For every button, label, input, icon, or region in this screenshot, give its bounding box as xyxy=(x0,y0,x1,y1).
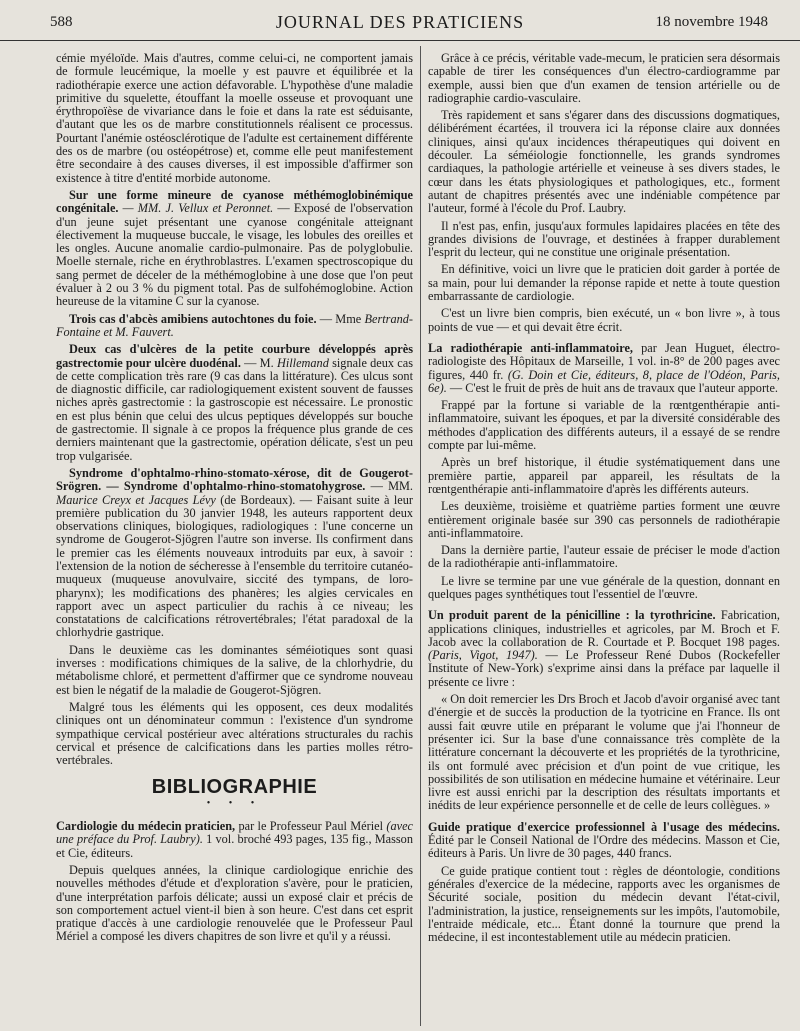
paragraph: Dans la dernière partie, l'auteur essaie de préciser le mode d'action de la radiothérapie anti-inflammatoire. xyxy=(428,543,780,571)
paragraph: Après un bref historique, il étudie systématiquement dans une première partie, appareil par appareil, les résultats de la rœntgenthérapie anti-inflammatoire d'après les différents auteurs. xyxy=(428,455,780,496)
paragraph: C'est un livre bien compris, bien exécuté, un « bon livre », à tous points de vue — et qui devait être écrit. xyxy=(428,306,780,334)
paragraph: Les deuxième, troisième et quatrième parties forment une œuvre entièrement originale basée sur 390 cas personnels de radiothérapie anti-inflammatoire. xyxy=(428,499,780,540)
book-publisher: (G. Doin et Cie, éditeurs, 8, place de l'Odéon, Paris, 6e). xyxy=(428,367,780,395)
section-title: BIBLIOGRAPHIE xyxy=(151,776,318,799)
book-title: Un produit parent de la pénicilline : la tyrothricine. xyxy=(428,608,716,623)
paragraph: Depuis quelques années, la clinique cardiologique enrichie des nouvelles méthodes d'étude et d'exploration s'avère, pour le praticien, d'une interprétation parfois délicate; aussi un exposé clair et précis de son comportement actuel vient-il bien à son heure. C'est dans cet esprit pratique d'accès à une cardiologie renouvelée que le Professeur Paul Mériel a composé les divers chapitres de son livre et qu'il y a réussi. xyxy=(56,862,413,944)
paragraph: Très rapidement et sans s'égarer dans des discussions dogmatiques, délibérément écartées, il trouvera ici la réponse claire aux données cliniques, ainsi qu'aux incidences thérapeutiques qui doivent en découler. La séméiologie fonctionnelle, les grands syndromes cardiaques, la pathologie artérielle et veineuse à ses divers stades, le cœur dans les états physiologiques et pathologiques, etc., forment autant de chapitres présentés avec une indéniable compétence par l'auteur, formé à l'école du Prof. Laubry. xyxy=(428,108,780,216)
paragraph: Ce guide pratique contient tout : règles de déontologie, conditions générales d'exercice de la médecine, rapports avec les organismes de Sécurité sociale, position du médecin devant l'état-civil, l'administration, la justice, renseignements sur les impôts, l'automobile, l'entraide médicale, etc... Étant donné la tournure que prend la médecine, il est incontestablement utile au médecin praticien. xyxy=(428,863,780,945)
article-title: Syndrome d'ophtalmo-rhino-stomato-xérose, dit de Gougerot-Srögren. — Syndrome d'ophtalmo-rhino-stomatohygrose. xyxy=(56,465,413,494)
book-title: Cardiologie du médecin praticien, xyxy=(56,819,236,834)
article-title: Trois cas d'abcès amibiens autochtones du foie. xyxy=(69,311,317,326)
paragraph: Le livre se termine par une vue générale de la question, donnant en quelques pages synthétiques tout l'essentiel de l'œuvre. xyxy=(428,573,780,601)
paragraph: Frappé par la fortune si variable de la rœntgenthérapie anti-inflammatoire, suivant les époques, et par la diversité considérable des méthodes d'application des différents auteurs, il a essayé de se rendre compte par lui-même. xyxy=(428,398,780,453)
book-info: 1 vol. broché 493 pages, 135 fig., Masson et Cie, éditeurs. xyxy=(56,832,413,860)
book-title: La radiothérapie anti-inflammatoire, xyxy=(428,340,633,355)
preface-quote: « On doit remercier les Drs Broch et Jacob d'avoir organisé avec tant d'énergie et de succès la production de la tyotricine en France. Ils ont aussi fait œuvre utile en préparant le volume que j'ai l'honneur de présenter ici. Sur la base d'une connaissance très complète de la littérature concernant la découverte et les propriétés de la tyrothricine, ils ont formulé avec précision et d'un point de vue critique, les possibilités de son utilisation en médecine humaine et vétérinaire. Leur livre est aussi enrichi par la description des résultats importants et inédits de leur expérience personnelle et de celle de leurs collègues. » xyxy=(428,692,780,813)
article-text: signale deux cas de cette complication très rare (9 cas dans la littérature). Ces ulcus sont de diagnostic difficile, car radiologiquement existent souvent de fausses niches après gastrectomie : la gastroscopie est nécessaire. Le pronostic en est plus bénin que celui des ulcus peptiques développés sur bouche de gastrectomie. Il signale à ce propos la fréquence plus grande de ces derniers maintenant que la gastrectomie, opération délicate, s'est un peu trop vulgarisée. xyxy=(56,355,413,463)
book-review-radiotherapie xyxy=(428,342,780,395)
paragraph: Dans le deuxième cas les dominantes séméiotiques sont quasi inverses : modifications chimiques de la salive, de la chlorhydrie, du métabolisme chloré, et permettent d'affirmer que ce syndrome nouveau est bien le négatif de la maladie de Gougerot-Sjögren. xyxy=(56,642,413,697)
book-info: — Le Professeur René Dubos (Rockefeller Institute of New-York) s'exprime ainsi dans la préface par laquelle il présente ce livre : xyxy=(428,648,780,689)
book-info: — C'est le fruit de près de huit ans de travaux que l'auteur apporte. xyxy=(446,380,778,395)
article-authors: Hillemand xyxy=(276,355,329,370)
book-review-cardiologie xyxy=(56,820,413,860)
article-authors: Maurice Creyx et Jacques Lévy xyxy=(56,492,216,507)
article-text: — Exposé de l'observation d'un jeune sujet présentant une cyanose congénitale atteignant électivement la muqueuse buccale, le visage, les lobules des oreilles et les ongles. Aucune anomalie cardio-pulmonaire. Pas de polyglobulie. Moelle sternale, riche en érythroblastres. L'examen spectroscopique du sang permet de déceler de la méthémoglobine à une dose que l'on peut évaluer à 2 ou 3 % du pigment total. Pas de sulfohémoglobine. Action heureuse de la vitamine C sur la cyanose. xyxy=(56,201,413,309)
article-separator: — MM. xyxy=(118,201,166,216)
right-column xyxy=(428,52,780,1022)
paragraph: Grâce à ce précis, véritable vade-mecum, le praticien sera désormais capable de tirer les conséquences d'un électro-cardiogramme par exemple, aussi bien que d'un examen de tension artérielle ou de radiographie cardio-vasculaire. xyxy=(428,52,780,105)
ornament: • • • xyxy=(206,797,263,809)
article-title: Deux cas d'ulcères de la petite courbure développés après gastrectomie pour ulcère duodénal. xyxy=(56,342,413,370)
book-review-tyrothricine xyxy=(428,609,780,689)
paragraph: En définitive, voici un livre que le praticien doit garder à portée de sa main, pour lui demander la réponse rapide et nette à toute question embarrassante de cardiologie. xyxy=(428,262,780,304)
paragraph: cémie myéloïde. Mais d'autres, comme celui-ci, ne comportent jamais de formule leucémique, la moelle y est pauvre et équilibrée et la radiothérapie exerce une action défavorable. L'hypothèse d'une maladie primitive du squelette, étouffant la moelle osseuse et provoquant une érythropoïèse de vivariance dans le foie et dans la rate est séduisante, d'autant que les os de marbre constitutionnels réalisent ce processus. Pourtant l'anémie ostéosclérotique de l'adulte est certainement différente des os de marbre (ou ostéopétrose) et, comme elle peut manifestement être secondaire à des causes diverses, il est impossible d'affirmer son existence à titre d'entité morbide autonome. xyxy=(56,52,413,185)
book-info: Fabrication, applications cliniques, industrielles et agricoles, par M. Broch et F. Jacob avec la collaboration de R. Courtade et P. Bocquet 198 pages. xyxy=(428,608,780,649)
book-review-guide xyxy=(428,821,780,861)
column-divider xyxy=(420,46,421,1026)
article-title: Sur une forme mineure de cyanose méthémoglobinémique congénitale. xyxy=(56,187,413,216)
book-title: Guide pratique d'exercice professionnel à l'usage des médecins. xyxy=(428,819,780,834)
article-text: (de Bordeaux). — Faisant suite à leur première publication du 30 janvier 1948, les auteurs rapportent deux observations cliniques, biologiques, radiologiques : l'une concerne un syndrome de Gougerot-Sjögren l'autre son inverse. Ils confirment dans le premier cas les éléments nouveaux introduits par eux, à savoir : l'extension de la notion de sécheresse à l'ensemble du territoire cutanéo-muqueux (muqueuse anovulvaire, siccité des tympans, de loro-pharynx); les modifications des phanères; les algies cervicales en rapport avec un aspect particulier du rachis à ce niveau; les constatations de calcifications rétrovertébrales; l'état paradoxal de la chlorhydrie gastrique. xyxy=(56,492,413,640)
paragraph: Il n'est pas, enfin, jusqu'aux formules lapidaires placées en tête des grandes divisions de l'ouvrage, et destinées à frapper durablement l'esprit du lecteur, qui ne constitue une originale présentation. xyxy=(428,218,780,260)
page-number: 588 xyxy=(50,14,73,30)
book-info: par le Professeur Paul Mériel xyxy=(235,819,387,834)
article-separator: — M. xyxy=(240,355,277,370)
article-separator: — Mme xyxy=(316,311,365,326)
book-preface: (avec une préface du Prof. Laubry). xyxy=(56,819,413,847)
book-info: par Jean Huguet, électro-radiologiste des Hôpitaux de Marseille, 1 vol. in-8° de 200 pages avec figures, 440 fr. xyxy=(428,340,780,382)
article-ulceres xyxy=(56,343,413,463)
bibliography-heading xyxy=(56,776,413,810)
article-abces-amibiens xyxy=(56,313,413,340)
book-publisher: (Paris, Vigot, 1947). xyxy=(428,648,538,663)
page-header xyxy=(0,0,800,41)
article-separator: — MM. xyxy=(365,479,413,494)
article-authors: Bertrand-Fontaine et M. Fauvert. xyxy=(56,311,413,339)
book-info: Édité par le Conseil National de l'Ordre des médecins. Masson et Cie, éditeurs à Paris. Un livre de 30 pages, 440 francs. xyxy=(428,833,780,861)
article-authors: J. Vellux et Peronnet. xyxy=(165,201,274,216)
left-column xyxy=(56,52,413,1022)
issue-date: 18 novembre 1948 xyxy=(655,14,768,30)
paragraph: Malgré tous les éléments qui les opposent, ces deux modalités cliniques ont un dénominateur commun : l'existence d'un syndrome sympathique cervical postérieur avec altérations structurales du rachis cervical et présence de calcifications dans les parties molles rétro-vertébrales. xyxy=(56,699,413,768)
article-anemie-cyanose xyxy=(56,189,413,309)
journal-title: JOURNAL DES PRATICIENS xyxy=(275,12,525,32)
article-syndrome xyxy=(56,467,413,640)
